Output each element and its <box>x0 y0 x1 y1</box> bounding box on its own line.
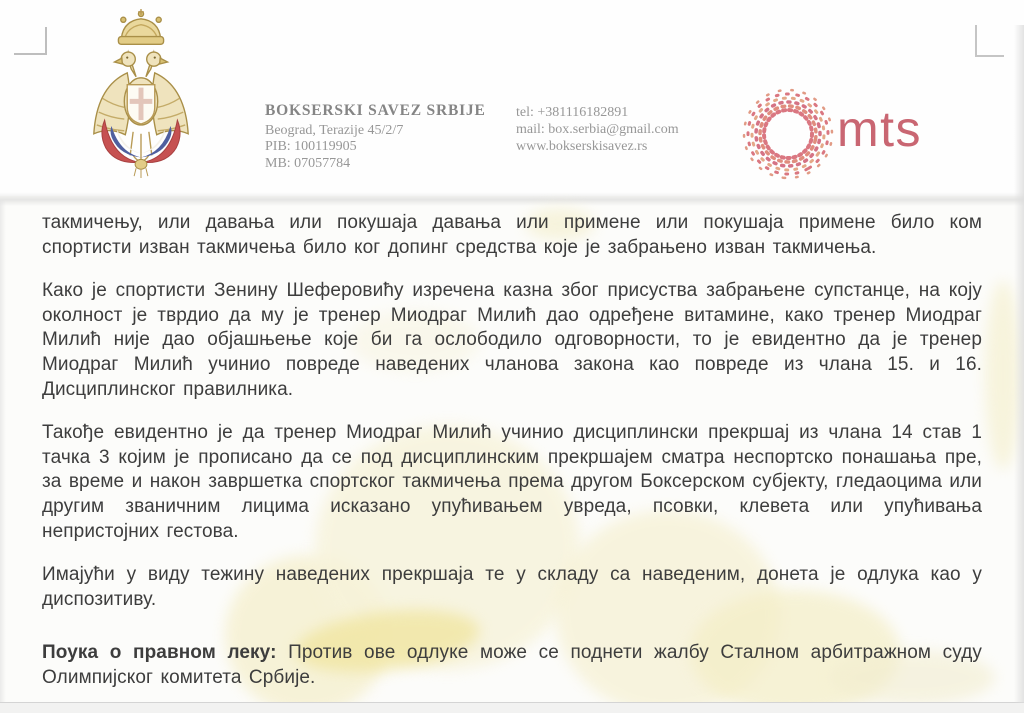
org-pib: PIB: 100119905 <box>265 139 357 154</box>
mts-wordmark: mts <box>837 101 923 157</box>
org-website: www.bokserskisavez.rs <box>516 139 648 154</box>
serbia-coat-of-arms-icon <box>82 8 200 180</box>
org-name: BOKSERSKI SAVEZ SRBIJE <box>265 102 486 119</box>
paragraph-doping-definition: такмичењу, или давања или покушаја давања или примене или покушаја примене било ком спортисти изван такмичења било ког допинг средства које је забрањено изван такмичења. <box>42 212 982 258</box>
paragraph-case-facts: Како је спортисти Зенину Шеферовићу изречена казна због присуства забрањене супстанце, на коју околност је тврдио да му је тренер Миодраг Милић дао одређене витамине, како тренер Миодраг Милић није дао објашњење које би га ослободило одговорности, то је евидентно да је тренер Миодраг Милић учинио повреде наведених чланова закона као повреде из члана 15. и 16. Дисциплинског правилника. <box>42 280 982 400</box>
letterhead <box>0 0 1024 196</box>
legal-remedy-text: Против ове одлуке може се поднети жалбу Сталном арбитражном суду Олимпијског комитета Србије. <box>42 642 982 688</box>
paragraph-decision: Имајући у виду тежину наведених прекршаја те у складу са наведеним, донета је одлука као у диспозитиву. <box>42 564 982 610</box>
org-mb: MB: 07057784 <box>265 155 351 171</box>
org-info-block <box>265 103 486 172</box>
org-phone: tel: +381116182891 <box>516 105 629 120</box>
paragraph-offense-article14: Такође евидентно је да тренер Миодраг Милић учинио дисциплински прекршај из члана 14 став 1 тачка 3 којим је прописано да се под дисциплинским прекршајем сматра неспортско понашања пре, за време и након завршетка спортског такмичења према другом Боксерском субјекту, гледаоцима или другим званичним лицима исказано упућивањем увреда, псовки, клевета или упућивања непристојних гестова. <box>42 422 982 542</box>
org-address: Beograd, Terazije 45/2/7 <box>265 122 404 138</box>
mts-logo <box>733 78 993 198</box>
legal-remedy-label: Поука о правном леку: <box>42 642 277 664</box>
scan-seam <box>0 192 1024 206</box>
document-body <box>42 211 982 691</box>
crop-mark-top-left-icon <box>14 27 47 55</box>
org-email: mail: box.serbia@gmail.com <box>516 122 679 137</box>
page-bottom-edge <box>0 702 1024 713</box>
crop-mark-top-right-icon <box>975 25 1004 57</box>
page-left-edge <box>0 200 6 702</box>
page-right-edge <box>1014 25 1024 703</box>
contact-info-block <box>516 104 679 155</box>
mts-dotted-ring-icon <box>733 78 843 190</box>
paragraph-legal-remedy <box>42 641 982 690</box>
